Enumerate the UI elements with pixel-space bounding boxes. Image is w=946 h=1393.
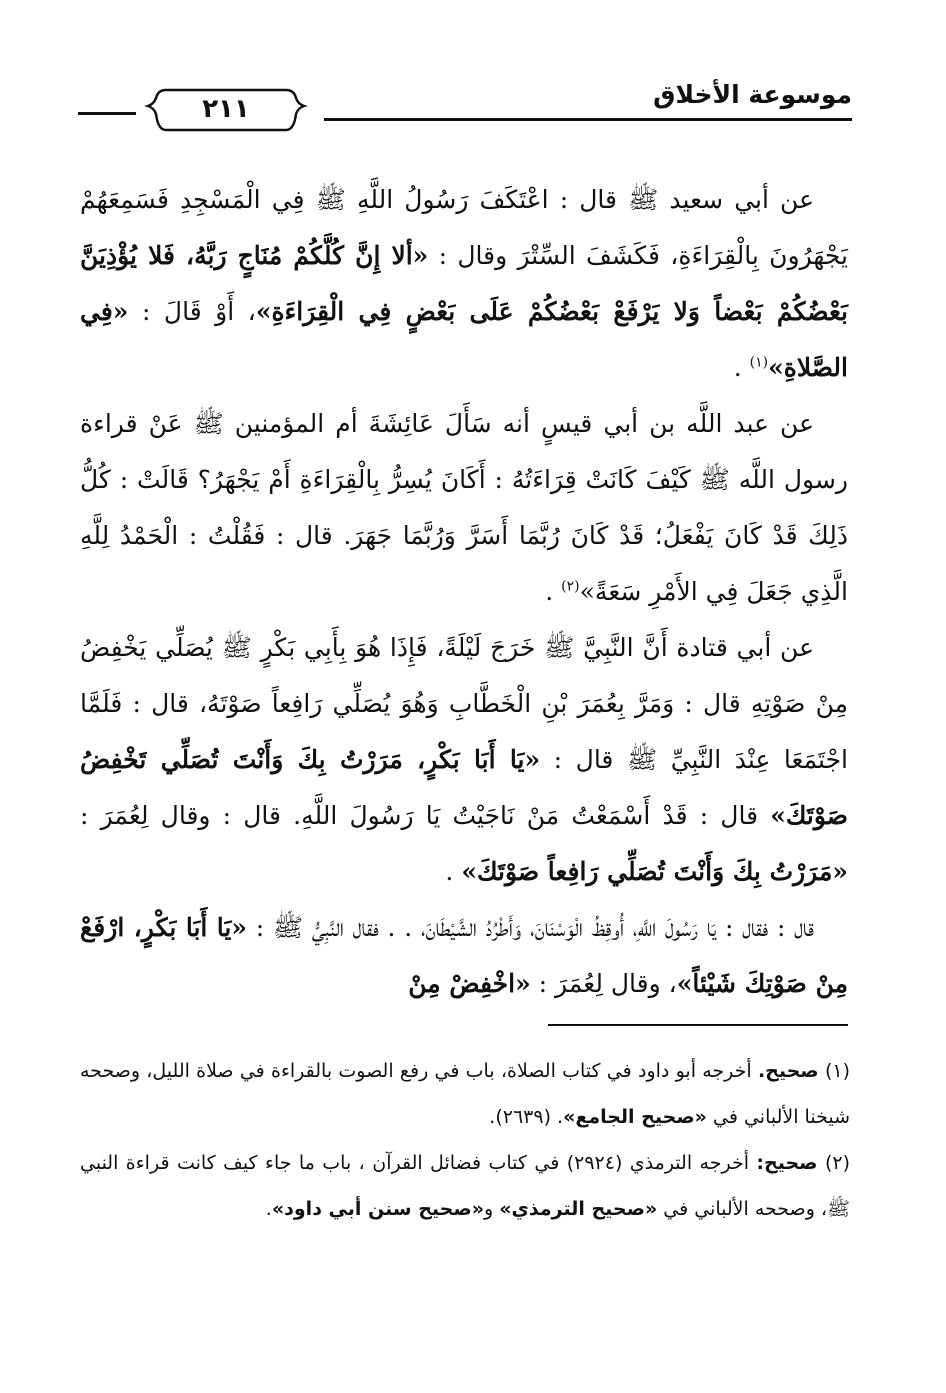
paragraph-1-text-b: ، أَوْ قَالَ :: [128, 297, 256, 326]
paragraph-4: [80, 900, 848, 1012]
footnote-ref-2[interactable]: (٢): [561, 578, 580, 595]
main-text: [80, 172, 848, 1012]
footnote-1-end: . (٢٦٣٩).: [489, 1106, 564, 1128]
footnote-1-grade: صحيح.: [757, 1060, 819, 1082]
footnote-2-grade: صحيح:: [756, 1152, 818, 1174]
paragraph-1-end: .: [733, 353, 750, 382]
paragraph-4-hadith-b: «اخْفِضْ مِنْ: [408, 969, 531, 998]
paragraph-1-text-a: عن أبي سعيد ﷺ قال : اعْتَكَفَ رَسُولُ اللَّهِ ﷺ فِي الْمَسْجِدِ فَسَمِعَهُمْ يَجْهَرُونَ بِالْقِرَاءَةِ، فَكَشَفَ السِّتْرَ وقال :: [80, 185, 848, 270]
footnote-separator: [548, 1024, 848, 1026]
paragraph-3-hadith-b: «مَرَرْتُ بِكَ وَأَنْتَ تُصَلِّي رَافِعاً صَوْتَكَ»: [461, 857, 848, 886]
paragraph-4-hadith-a: «يَا أَبَا بَكْرٍ، ارْفَعْ مِنْ صَوْتِكَ شَيْئاً»: [80, 913, 848, 998]
paragraph-1-hadith-b: «فِي الصَّلاةِ»: [80, 297, 848, 382]
page-number-frame: [144, 86, 308, 136]
paragraph-3-text-b: قال : قَدْ أَسْمَعْتُ مَنْ نَاجَيْتُ يَا رَسُولَ اللَّهِ. قال : وقال لِعُمَرَ :: [80, 801, 771, 830]
footnote-2-conjunction: و: [483, 1198, 500, 1220]
footnote-2: [80, 1140, 850, 1232]
paragraph-3-hadith-a: «يَا أَبَا بَكْرٍ، مَرَرْتُ بِكَ وَأَنْتَ تُصَلِّي تَخْفِضُ صَوْتَكَ»: [80, 745, 848, 830]
footnote-ref-1[interactable]: (١): [749, 354, 769, 371]
footnote-1-reference: «صحيح الجامع»: [563, 1106, 707, 1128]
page-header: [78, 70, 852, 140]
paragraph-2-end: .: [545, 577, 562, 606]
paragraph-1: [80, 172, 848, 396]
footnote-1: [80, 1048, 850, 1140]
header-rule-left: [78, 112, 136, 115]
header-rule-right: [324, 118, 852, 121]
paragraph-2: [80, 396, 848, 620]
footnote-2-reference-b: «صحيح سنن أبي داود»: [271, 1198, 484, 1220]
paragraph-4-text-b: ، وقال لِعُمَرَ :: [530, 969, 677, 998]
footnote-1-text: أخرجه أبو داود في كتاب الصلاة، باب في رفع الصوت بالقراءة في صلاة الليل، وصححه شيخنا الألباني في: [80, 1060, 850, 1128]
footnote-1-number: (١): [824, 1060, 850, 1082]
footnotes: [80, 1048, 850, 1232]
book-title: موسوعة الأخلاق: [653, 80, 852, 109]
page-number: ٢١١: [202, 94, 250, 124]
paragraph-1-hadith-a: «ألا إِنَّ كُلَّكُمْ مُنَاجٍ رَبَّهُ، فَلا يُؤْذِيَنَّ بَعْضُكُمْ بَعْضاً وَلا يَرْفَعْ بَعْضُكُمْ عَلَى بَعْضٍ فِي الْقِرَاءَةِ»: [80, 241, 848, 326]
paragraph-3-end: .: [445, 857, 462, 886]
paragraph-3: [80, 620, 848, 900]
footnote-2-end: .: [265, 1198, 272, 1220]
footnote-2-number: (٢): [824, 1152, 851, 1174]
paragraph-4-text-a: قال : فقال : يَا رَسُولَ اللَّهِ، أُوقِظُ الْوَسْنَانَ، وَأَطْرُدُ الشَّيْطَانَ، . . فقال النَّبِيُّ ﷺ :: [247, 913, 814, 942]
paragraph-3-text-a: عن أبي قتادة أَنَّ النَّبِيَّ ﷺ خَرَجَ لَيْلَةً، فَإِذَا هُوَ بِأَبِي بَكْرٍ ﷺ يُصَلِّي يَخْفِضُ مِنْ صَوْتِهِ قال : وَمَرَّ بِعُمَرَ بْنِ الْخَطَّابِ وَهُوَ يُصَلِّي رَافِعاً صَوْتَهُ، قال : فَلَمَّا اجْتَمَعَا عِنْدَ النَّبِيِّ ﷺ قال :: [80, 633, 848, 774]
footnote-2-text: أخرجه الترمذي (٢٩٢٤) في كتاب فضائل القرآن ، باب ما جاء كيف كانت قراءة النبي ﷺ، وصححه الألباني في: [80, 1152, 850, 1220]
footnote-2-reference-a: «صحيح الترمذي»: [499, 1198, 658, 1220]
paragraph-2-text-a: عن عبد اللَّه بن أبي قيسٍ أنه سَأَلَ عَائِشَةَ أم المؤمنين ﷺ عَنْ قراءة رسول اللَّه ﷺ كَيْفَ كَانَتْ قِرَاءَتُهُ : أَكَانَ يُسِرُّ بِالْقِرَاءَةِ أَمْ يَجْهَرُ؟ قَالَتْ : كُلُّ ذَلِكَ قَدْ كَانَ يَفْعَلُ؛ قَدْ كَانَ رُبَّمَا أَسَرَّ وَرُبَّمَا جَهَرَ. قال : فَقُلْتُ : الْحَمْدُ لِلَّهِ الَّذِي جَعَلَ فِي الأَمْرِ سَعَةً»: [80, 409, 848, 606]
